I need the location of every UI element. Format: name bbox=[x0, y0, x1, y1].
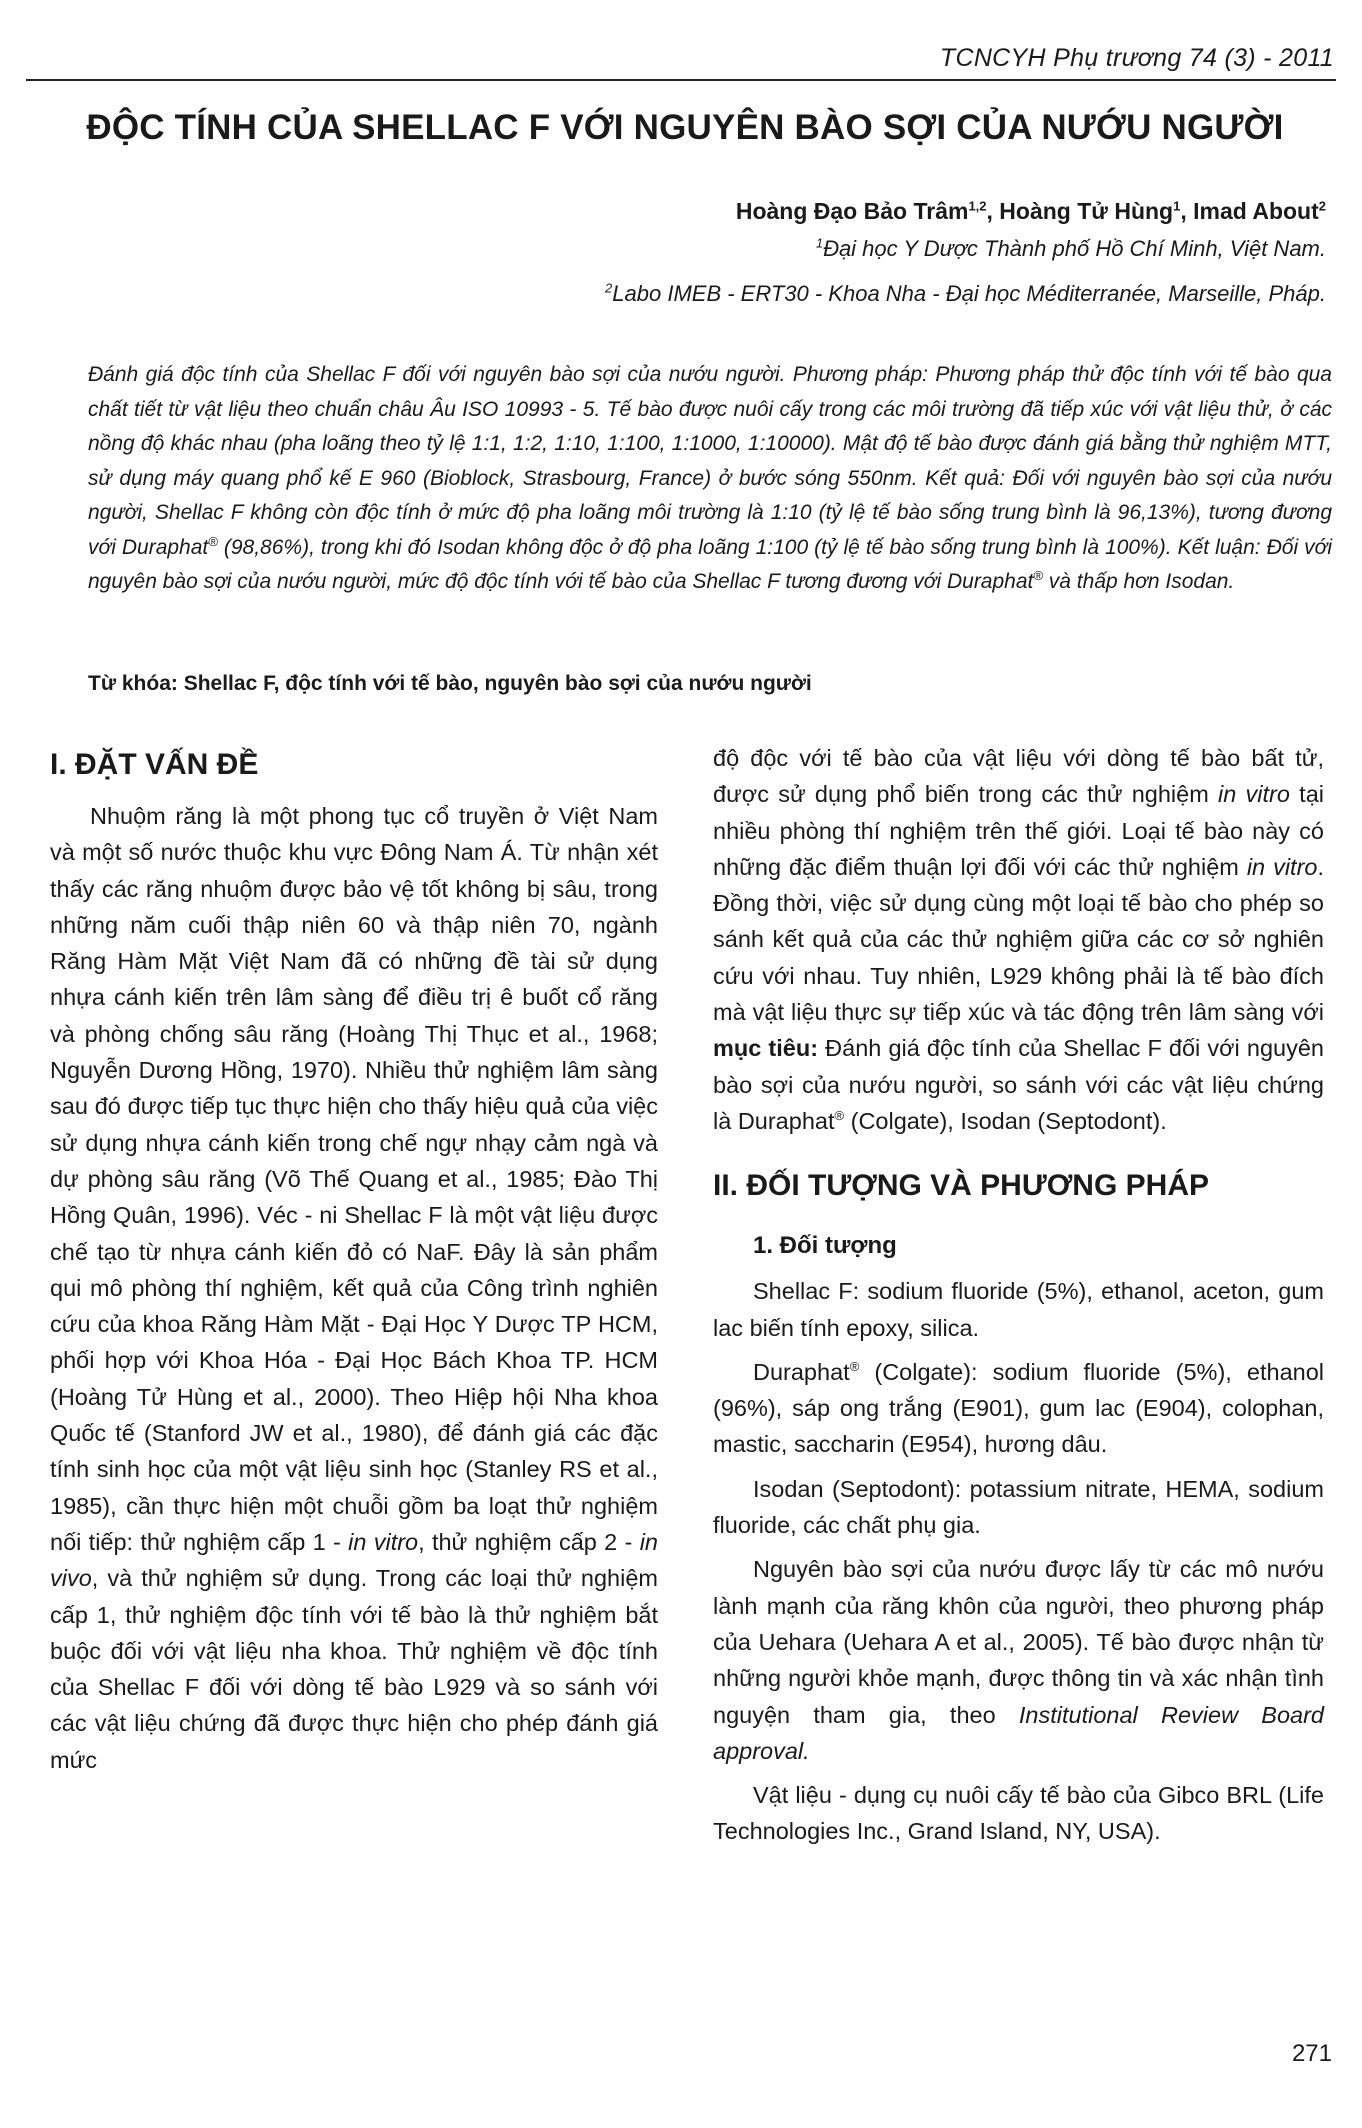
author-name: , Hoàng Tử Hùng bbox=[986, 198, 1174, 224]
affiliation-text: Đại học Y Dược Thành phố Hồ Chí Minh, Việt Nam. bbox=[823, 236, 1326, 261]
body-text: độ độc với tế bào của vật liệu với dòng tế bào bất tử, được sử dụng phổ biến trong các thử nghiệm bbox=[713, 745, 1324, 808]
italic-term: in vitro bbox=[1246, 853, 1318, 880]
registered-mark: ® bbox=[834, 1108, 845, 1124]
running-head: TCNCYH Phụ trương 74 (3) - 2011 bbox=[939, 44, 1334, 72]
author-name: , Imad About bbox=[1180, 198, 1319, 224]
affiliation-2 bbox=[605, 281, 1326, 307]
right-column bbox=[713, 740, 1324, 1850]
material-shellac: Shellac F: sodium fluoride (5%), ethanol, aceton, gum lac biến tính epoxy, silica. bbox=[713, 1278, 1324, 1341]
author-affil-mark: 1,2 bbox=[968, 198, 987, 214]
body-text: tại nhiều phòng thí nghiệm trên thế giới. Loại tế bào này có những đặc điểm thuận lợi đối với các thử nghiệm bbox=[713, 781, 1324, 880]
italic-term: in vivo bbox=[50, 1528, 658, 1592]
body-text: Nguyên bào sợi của nướu được lấy từ các mô nướu lành mạnh của răng khôn của người, theo phương pháp của Uehara (Uehara A et al., 2005). Tế bào được nhận từ những người khỏe mạnh, được thông tin và xác nhận tình nguyện tham gia, theo bbox=[713, 1556, 1324, 1728]
page-number: 271 bbox=[1291, 2040, 1332, 2067]
keywords: Từ khóa: Shellac F, độc tính với tế bào, nguyên bào sợi của nướu người bbox=[88, 672, 812, 695]
header-rule bbox=[26, 79, 1336, 81]
body-paragraph bbox=[50, 798, 658, 1778]
author-name: Hoàng Đạo Bảo Trâm bbox=[735, 198, 969, 224]
italic-term: in vitro bbox=[348, 1528, 419, 1555]
registered-mark: ® bbox=[849, 1359, 860, 1375]
italic-term: Institutional Review Board approval. bbox=[713, 1701, 1324, 1764]
body-text: . Đồng thời, việc sử dụng cùng một loại tế bào cho phép so sánh kết quả của các thử nghiệm giữa các cơ sở nghiên cứu với nhau. Tuy nhiên, L929 không phải là tế bào đích mà vật liệu thực sự tiếp xúc và tác động trên lâm sàng với bbox=[713, 853, 1324, 1026]
body-text: , thử nghiệm cấp 2 - bbox=[418, 1528, 640, 1555]
objective-label: mục tiêu: bbox=[713, 1035, 819, 1062]
material-isodan: Isodan (Septodont): potassium nitrate, HEMA, sodium fluoride, các chất phụ gia. bbox=[713, 1475, 1324, 1539]
affiliation-mark: 1 bbox=[815, 235, 824, 251]
abstract bbox=[88, 358, 1332, 600]
body-text: Nhuộm răng là một phong tục cổ truyền ở Việt Nam và một số nước thuộc khu vực Đông Nam Á. Từ nhận xét thấy các răng nhuộm được bảo vệ tốt không bị sâu, trong những năm cuối thập niên 60 và thập niên 70, ngành Răng Hàm Mặt Việt Nam đã có những đề tài sử dụng nhựa cánh kiến trên lâm sàng để điều trị ê buốt cổ răng và phòng chống sâu răng (Hoàng Thị Thục et al., 1968; Nguyễn Dương Hồng, 1970). Nhiều thử nghiệm lâm sàng sau đó được tiếp tục thực hiện cho thấy hiệu quả của việc sử dụng nhựa cánh kiến trong chế ngự nhạy cảm ngà và dự phòng sâu răng (Võ Thế Quang et al., 1985; Đào Thị Hồng Quân, 1996). Véc - ni Shellac F là một vật liệu được chế tạo từ nhựa cánh kiến đỏ có NaF. Đây là sản phẩm qui mô phòng thí nghiệm, kết quả của Công trình nghiên cứu của khoa Răng Hàm Mặt - Đại Học Y Dược TP HCM, phối hợp với Khoa Hóa - Đại Học Bách Khoa TP. HCM (Hoàng Tử Hùng et al., 2000). Theo Hiệp hội Nha khoa Quốc tế (Stanford JW et al., 1980), để đánh giá các đặc tính sinh học của một vật liệu sinh học (Stanley RS et al., 1985), cần thực hiện một chuỗi gồm ba loạt thử nghiệm nối tiếp: thử nghiệm cấp 1 - bbox=[50, 803, 658, 1555]
affiliation-text: Labo IMEB - ERT30 - Khoa Nha - Đại học Méditerranée, Marseille, Pháp. bbox=[612, 281, 1326, 306]
body-paragraph bbox=[713, 740, 1324, 1139]
abstract-text: (98,86%), trong khi đó Isodan không độc ở độ pha loãng 1:100 (tỷ lệ tế bào sống trung bình là 100%). Kết luận: Đối với nguyên bào sợi của nướu người, mức độ độc tính với tế bào của Shellac F tương đương với Duraphat bbox=[88, 535, 1333, 593]
body-text: Duraphat bbox=[753, 1358, 850, 1385]
affiliation-mark: 2 bbox=[605, 280, 613, 296]
material-duraphat bbox=[713, 1354, 1324, 1463]
italic-term: in vitro bbox=[1218, 781, 1290, 808]
fibroblast-paragraph bbox=[713, 1551, 1324, 1769]
body-text: (Colgate): sodium fluoride (5%), ethanol (96%), sáp ong trắng (E901), gum lac (E904), colophan, mastic, saccharin (E954), hương dâu. bbox=[713, 1358, 1324, 1458]
body-text: (Colgate), Isodan (Septodont). bbox=[844, 1107, 1167, 1134]
abstract-text: Đánh giá độc tính của Shellac F đối với nguyên bào sợi của nướu người. Phương pháp: Phương pháp thử độc tính với tế bào qua chất tiết từ vật liệu theo chuẩn châu Âu ISO 10993 - 5. Tế bào được nuôi cấy trong các môi trường đã tiếp xúc với vật liệu thử, ở các nồng độ khác nhau (pha loãng theo tỷ lệ 1:1, 1:2, 1:10, 1:100, 1:1000, 1:10000). Mật độ tế bào được đánh giá bằng thử nghiệm MTT, sử dụng máy quang phổ kế E 960 (Bioblock, Strasbourg, France) ở bước sóng 550nm. Kết quả: Đối với nguyên bào sợi của nướu người, Shellac F không còn độc tính ở mức độ pha loãng môi trường là 1:10 (tỷ lệ tế bào sống trung bình là 96,13%), tương đương với Duraphat bbox=[88, 363, 1332, 559]
body-text: , và thử nghiệm sử dụng. Trong các loại thử nghiệm cấp 1, thử nghiệm độc tính với tế bào là thử nghiệm bắt buộc đối với vật liệu nha khoa. Thử nghiệm về độc tính của Shellac F đối với dòng tế bào L929 và so sánh với các vật liệu chứng đã được thực hiện cho phép đánh giá mức bbox=[50, 1565, 658, 1773]
author-affil-mark: 2 bbox=[1318, 198, 1326, 214]
left-column bbox=[50, 740, 658, 1778]
affiliation-1 bbox=[816, 236, 1326, 262]
section-heading: I. ĐẶT VẤN ĐỀ bbox=[50, 748, 259, 781]
abstract-text: và thấp hơn Isodan. bbox=[1042, 570, 1235, 593]
author-affil-mark: 1 bbox=[1173, 198, 1181, 214]
culture-materials: Vật liệu - dụng cụ nuôi cấy tế bào của Gibco BRL (Life Technologies Inc., Grand Island, NY, USA). bbox=[713, 1782, 1324, 1845]
article-title: ĐỘC TÍNH CỦA SHELLAC F VỚI NGUYÊN BÀO SỢI CỦA NƯỚU NGƯỜI bbox=[86, 108, 1284, 147]
registered-mark: ® bbox=[208, 533, 218, 549]
subsection-heading: 1. Đối tượng bbox=[753, 1232, 897, 1260]
registered-mark: ® bbox=[1033, 568, 1043, 583]
section-heading: II. ĐỐI TƯỢNG VÀ PHƯƠNG PHÁP bbox=[713, 1169, 1209, 1203]
body-text: Đánh giá độc tính của Shellac F đối với nguyên bào sợi của nướu người, so sánh với các vật liệu chứng là Duraphat bbox=[713, 1035, 1324, 1134]
author-line bbox=[736, 198, 1326, 225]
